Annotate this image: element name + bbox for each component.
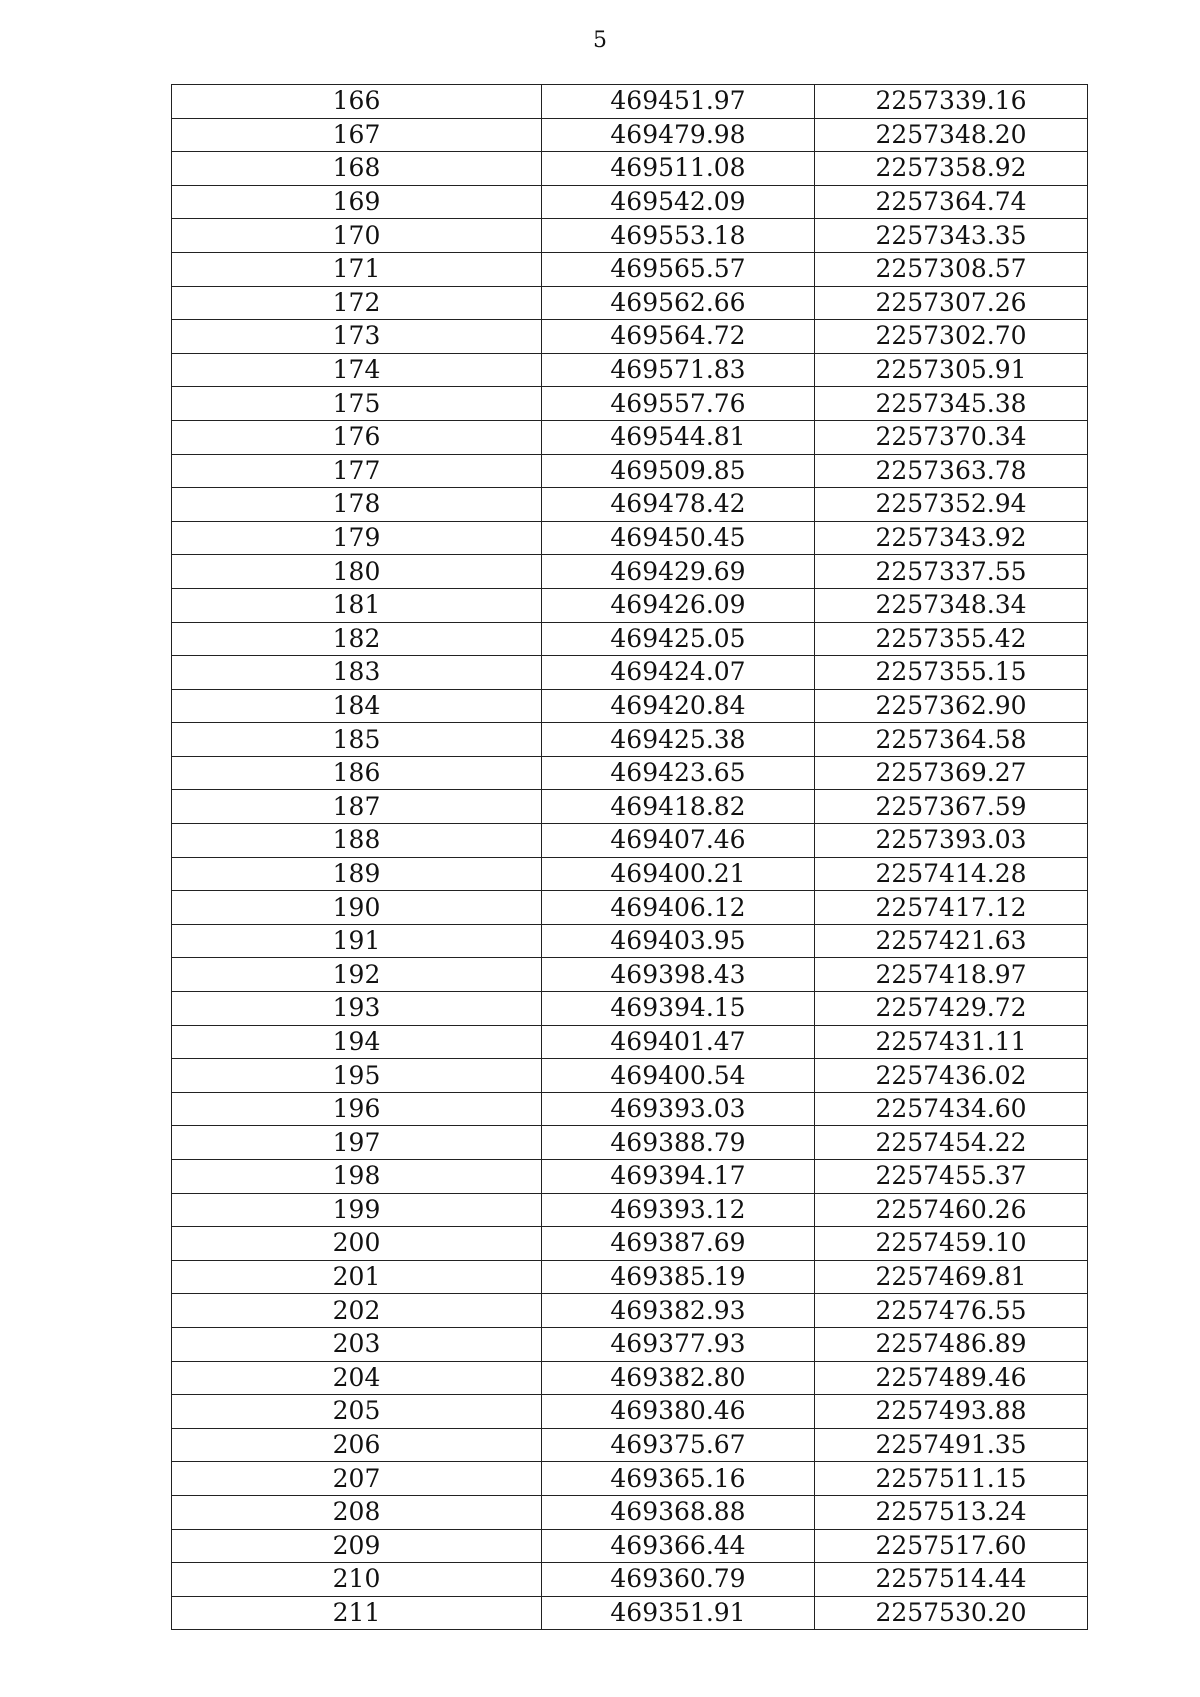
table-row <box>172 958 1088 992</box>
y-coordinate-cell: 2257414.28 <box>815 857 1088 891</box>
y-coordinate-cell: 2257517.60 <box>815 1529 1088 1563</box>
x-coordinate-cell: 469544.81 <box>542 420 815 454</box>
x-coordinate-cell: 469394.17 <box>542 1160 815 1194</box>
point-number-cell: 199 <box>172 1193 542 1227</box>
x-coordinate-cell: 469509.85 <box>542 454 815 488</box>
point-number-cell: 187 <box>172 790 542 824</box>
y-coordinate-cell: 2257431.11 <box>815 1025 1088 1059</box>
point-number-cell: 196 <box>172 1092 542 1126</box>
point-number-cell: 177 <box>172 454 542 488</box>
y-coordinate-cell: 2257514.44 <box>815 1563 1088 1597</box>
table-row <box>172 1529 1088 1563</box>
table-row <box>172 622 1088 656</box>
table-row <box>172 1126 1088 1160</box>
point-number-cell: 182 <box>172 622 542 656</box>
table-row <box>172 555 1088 589</box>
point-number-cell: 183 <box>172 656 542 690</box>
point-number-cell: 206 <box>172 1428 542 1462</box>
x-coordinate-cell: 469365.16 <box>542 1462 815 1496</box>
page-number: 5 <box>593 28 607 53</box>
table-row <box>172 1160 1088 1194</box>
y-coordinate-cell: 2257364.74 <box>815 185 1088 219</box>
table-row <box>172 1361 1088 1395</box>
x-coordinate-cell: 469393.12 <box>542 1193 815 1227</box>
table-row <box>172 756 1088 790</box>
x-coordinate-cell: 469565.57 <box>542 252 815 286</box>
y-coordinate-cell: 2257337.55 <box>815 555 1088 589</box>
y-coordinate-cell: 2257418.97 <box>815 958 1088 992</box>
x-coordinate-cell: 469400.21 <box>542 857 815 891</box>
y-coordinate-cell: 2257370.34 <box>815 420 1088 454</box>
y-coordinate-cell: 2257393.03 <box>815 824 1088 858</box>
point-number-cell: 200 <box>172 1227 542 1261</box>
x-coordinate-cell: 469564.72 <box>542 320 815 354</box>
y-coordinate-cell: 2257369.27 <box>815 756 1088 790</box>
point-number-cell: 167 <box>172 118 542 152</box>
y-coordinate-cell: 2257343.92 <box>815 521 1088 555</box>
point-number-cell: 189 <box>172 857 542 891</box>
y-coordinate-cell: 2257343.35 <box>815 219 1088 253</box>
table-row <box>172 420 1088 454</box>
y-coordinate-cell: 2257455.37 <box>815 1160 1088 1194</box>
table-row <box>172 488 1088 522</box>
x-coordinate-cell: 469398.43 <box>542 958 815 992</box>
table-row <box>172 521 1088 555</box>
x-coordinate-cell: 469542.09 <box>542 185 815 219</box>
y-coordinate-cell: 2257307.26 <box>815 286 1088 320</box>
x-coordinate-cell: 469393.03 <box>542 1092 815 1126</box>
table-row <box>172 85 1088 119</box>
y-coordinate-cell: 2257348.34 <box>815 588 1088 622</box>
point-number-cell: 174 <box>172 353 542 387</box>
y-coordinate-cell: 2257493.88 <box>815 1395 1088 1429</box>
point-number-cell: 166 <box>172 85 542 119</box>
point-number-cell: 168 <box>172 152 542 186</box>
y-coordinate-cell: 2257436.02 <box>815 1059 1088 1093</box>
point-number-cell: 194 <box>172 1025 542 1059</box>
table-row <box>172 1059 1088 1093</box>
y-coordinate-cell: 2257511.15 <box>815 1462 1088 1496</box>
x-coordinate-cell: 469360.79 <box>542 1563 815 1597</box>
point-number-cell: 190 <box>172 891 542 925</box>
y-coordinate-cell: 2257345.38 <box>815 387 1088 421</box>
table-row <box>172 1462 1088 1496</box>
point-number-cell: 203 <box>172 1327 542 1361</box>
point-number-cell: 204 <box>172 1361 542 1395</box>
point-number-cell: 170 <box>172 219 542 253</box>
table-row <box>172 1025 1088 1059</box>
point-number-cell: 186 <box>172 756 542 790</box>
x-coordinate-cell: 469479.98 <box>542 118 815 152</box>
x-coordinate-cell: 469351.91 <box>542 1596 815 1630</box>
table-row <box>172 1260 1088 1294</box>
point-number-cell: 208 <box>172 1495 542 1529</box>
point-number-cell: 172 <box>172 286 542 320</box>
point-number-cell: 173 <box>172 320 542 354</box>
y-coordinate-cell: 2257308.57 <box>815 252 1088 286</box>
table-row <box>172 891 1088 925</box>
x-coordinate-cell: 469426.09 <box>542 588 815 622</box>
point-number-cell: 179 <box>172 521 542 555</box>
x-coordinate-cell: 469451.97 <box>542 85 815 119</box>
x-coordinate-cell: 469401.47 <box>542 1025 815 1059</box>
point-number-cell: 195 <box>172 1059 542 1093</box>
x-coordinate-cell: 469406.12 <box>542 891 815 925</box>
table-row <box>172 1193 1088 1227</box>
table-row <box>172 1395 1088 1429</box>
point-number-cell: 178 <box>172 488 542 522</box>
table-row <box>172 723 1088 757</box>
x-coordinate-cell: 469425.05 <box>542 622 815 656</box>
x-coordinate-cell: 469375.67 <box>542 1428 815 1462</box>
point-number-cell: 210 <box>172 1563 542 1597</box>
table-row <box>172 824 1088 858</box>
x-coordinate-cell: 469394.15 <box>542 992 815 1026</box>
table-row <box>172 252 1088 286</box>
table-row <box>172 1227 1088 1261</box>
point-number-cell: 185 <box>172 723 542 757</box>
y-coordinate-cell: 2257339.16 <box>815 85 1088 119</box>
y-coordinate-cell: 2257364.58 <box>815 723 1088 757</box>
table-row <box>172 992 1088 1026</box>
table-row <box>172 790 1088 824</box>
table-row <box>172 924 1088 958</box>
y-coordinate-cell: 2257348.20 <box>815 118 1088 152</box>
point-number-cell: 181 <box>172 588 542 622</box>
table-row <box>172 185 1088 219</box>
x-coordinate-cell: 469368.88 <box>542 1495 815 1529</box>
y-coordinate-cell: 2257489.46 <box>815 1361 1088 1395</box>
y-coordinate-cell: 2257530.20 <box>815 1596 1088 1630</box>
y-coordinate-cell: 2257469.81 <box>815 1260 1088 1294</box>
x-coordinate-cell: 469377.93 <box>542 1327 815 1361</box>
table-row <box>172 1092 1088 1126</box>
point-number-cell: 188 <box>172 824 542 858</box>
y-coordinate-cell: 2257305.91 <box>815 353 1088 387</box>
y-coordinate-cell: 2257434.60 <box>815 1092 1088 1126</box>
x-coordinate-cell: 469400.54 <box>542 1059 815 1093</box>
point-number-cell: 192 <box>172 958 542 992</box>
point-number-cell: 191 <box>172 924 542 958</box>
table-row <box>172 387 1088 421</box>
table-row <box>172 1596 1088 1630</box>
y-coordinate-cell: 2257491.35 <box>815 1428 1088 1462</box>
y-coordinate-cell: 2257429.72 <box>815 992 1088 1026</box>
point-number-cell: 211 <box>172 1596 542 1630</box>
y-coordinate-cell: 2257363.78 <box>815 454 1088 488</box>
point-number-cell: 175 <box>172 387 542 421</box>
table-row <box>172 857 1088 891</box>
y-coordinate-cell: 2257358.92 <box>815 152 1088 186</box>
table-row <box>172 118 1088 152</box>
x-coordinate-cell: 469450.45 <box>542 521 815 555</box>
y-coordinate-cell: 2257355.42 <box>815 622 1088 656</box>
y-coordinate-cell: 2257454.22 <box>815 1126 1088 1160</box>
x-coordinate-cell: 469424.07 <box>542 656 815 690</box>
point-number-cell: 169 <box>172 185 542 219</box>
point-number-cell: 209 <box>172 1529 542 1563</box>
y-coordinate-cell: 2257486.89 <box>815 1327 1088 1361</box>
x-coordinate-cell: 469423.65 <box>542 756 815 790</box>
table-row <box>172 1495 1088 1529</box>
x-coordinate-cell: 469388.79 <box>542 1126 815 1160</box>
y-coordinate-cell: 2257362.90 <box>815 689 1088 723</box>
x-coordinate-cell: 469553.18 <box>542 219 815 253</box>
x-coordinate-cell: 469418.82 <box>542 790 815 824</box>
table-row <box>172 454 1088 488</box>
table-row <box>172 588 1088 622</box>
point-number-cell: 180 <box>172 555 542 589</box>
x-coordinate-cell: 469382.93 <box>542 1294 815 1328</box>
point-number-cell: 176 <box>172 420 542 454</box>
table-row <box>172 152 1088 186</box>
table-row <box>172 1428 1088 1462</box>
point-number-cell: 193 <box>172 992 542 1026</box>
x-coordinate-cell: 469429.69 <box>542 555 815 589</box>
x-coordinate-cell: 469562.66 <box>542 286 815 320</box>
y-coordinate-cell: 2257460.26 <box>815 1193 1088 1227</box>
table-row <box>172 1327 1088 1361</box>
table-row <box>172 689 1088 723</box>
coordinates-table <box>171 84 1088 1630</box>
x-coordinate-cell: 469403.95 <box>542 924 815 958</box>
table-row <box>172 353 1088 387</box>
point-number-cell: 171 <box>172 252 542 286</box>
y-coordinate-cell: 2257476.55 <box>815 1294 1088 1328</box>
point-number-cell: 201 <box>172 1260 542 1294</box>
point-number-cell: 205 <box>172 1395 542 1429</box>
x-coordinate-cell: 469420.84 <box>542 689 815 723</box>
table-row <box>172 320 1088 354</box>
x-coordinate-cell: 469425.38 <box>542 723 815 757</box>
table-row <box>172 656 1088 690</box>
table-row <box>172 286 1088 320</box>
point-number-cell: 198 <box>172 1160 542 1194</box>
y-coordinate-cell: 2257421.63 <box>815 924 1088 958</box>
x-coordinate-cell: 469407.46 <box>542 824 815 858</box>
x-coordinate-cell: 469382.80 <box>542 1361 815 1395</box>
point-number-cell: 202 <box>172 1294 542 1328</box>
y-coordinate-cell: 2257302.70 <box>815 320 1088 354</box>
y-coordinate-cell: 2257367.59 <box>815 790 1088 824</box>
x-coordinate-cell: 469478.42 <box>542 488 815 522</box>
x-coordinate-cell: 469387.69 <box>542 1227 815 1261</box>
point-number-cell: 184 <box>172 689 542 723</box>
y-coordinate-cell: 2257417.12 <box>815 891 1088 925</box>
x-coordinate-cell: 469385.19 <box>542 1260 815 1294</box>
table-row <box>172 1294 1088 1328</box>
y-coordinate-cell: 2257352.94 <box>815 488 1088 522</box>
x-coordinate-cell: 469557.76 <box>542 387 815 421</box>
table-body <box>172 85 1088 1630</box>
x-coordinate-cell: 469380.46 <box>542 1395 815 1429</box>
y-coordinate-cell: 2257459.10 <box>815 1227 1088 1261</box>
table-row <box>172 219 1088 253</box>
x-coordinate-cell: 469366.44 <box>542 1529 815 1563</box>
point-number-cell: 207 <box>172 1462 542 1496</box>
x-coordinate-cell: 469571.83 <box>542 353 815 387</box>
x-coordinate-cell: 469511.08 <box>542 152 815 186</box>
table-row <box>172 1563 1088 1597</box>
point-number-cell: 197 <box>172 1126 542 1160</box>
y-coordinate-cell: 2257513.24 <box>815 1495 1088 1529</box>
y-coordinate-cell: 2257355.15 <box>815 656 1088 690</box>
